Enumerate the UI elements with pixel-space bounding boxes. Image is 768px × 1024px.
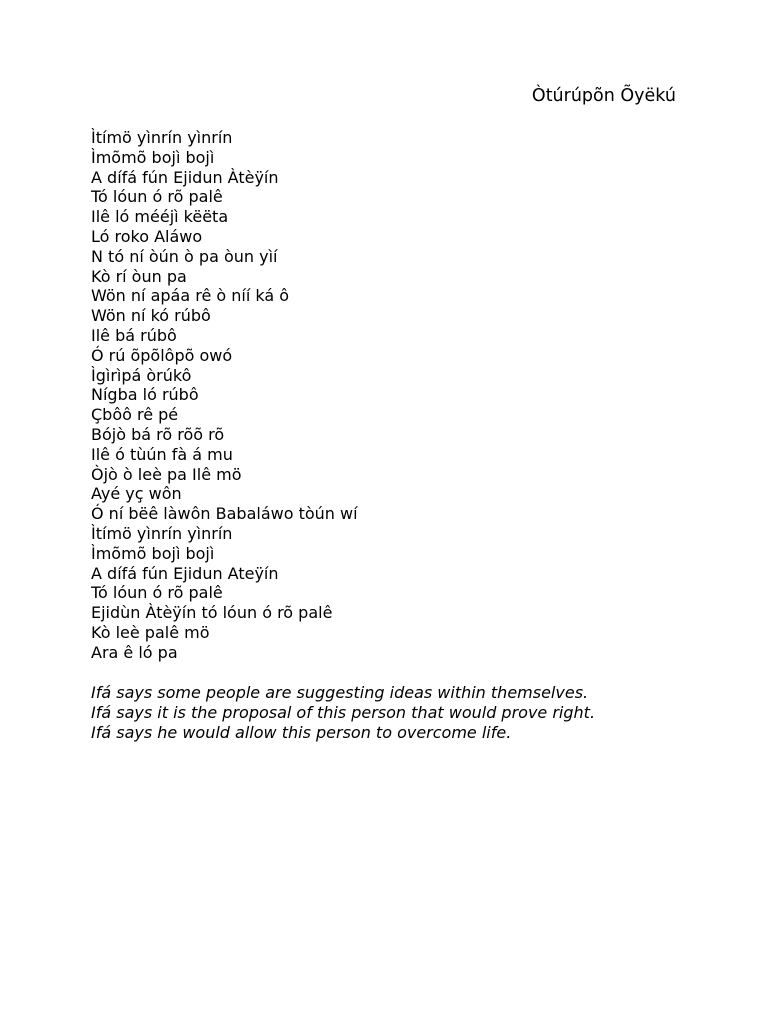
commentary-line: Ifá says he would allow this person to overcome life. <box>91 722 512 742</box>
document-title: Òtúrúpõn Õyëkú <box>531 86 676 106</box>
commentary-line: Ifá says some people are suggesting ideas within themselves. <box>91 683 589 702</box>
verse-line: Wön ní apáa rê ò níí ká ô <box>91 286 290 306</box>
verse-line: Çbôô rê pé <box>91 405 179 425</box>
verse-line: Ejidùn Àtèÿín tó lóun ó rõ palê <box>91 603 333 623</box>
verse-line: Ó rú õpõlôpõ owó <box>91 345 233 365</box>
verse-line: Ilê ó tùún fà á mu <box>91 444 233 464</box>
verse-line: Ìtímö yìnrín yìnrín <box>91 523 233 543</box>
commentary-block <box>91 683 595 742</box>
verse-line: Ayé yç wôn <box>91 484 182 504</box>
verse-block <box>91 128 358 663</box>
verse-line: Òjò ò leè pa Ilê mö <box>91 464 242 484</box>
verse-line: A dífá fún Ejidun Àtèÿín <box>91 167 279 187</box>
verse-line: Ó ní bëê làwôn Babaláwo tòún wí <box>91 504 358 524</box>
verse-line: A dífá fún Ejidun Ateÿín <box>91 563 279 583</box>
verse-line: Ìmõmõ bojì bojì <box>91 147 215 167</box>
verse-line: Kò leè palê mö <box>91 622 210 642</box>
verse-line: Nígba ló rúbô <box>91 385 199 405</box>
verse-line: Ilê ló mééjì këëta <box>91 207 229 227</box>
verse-line: Ló roko Aláwo <box>91 226 203 246</box>
verse-line: Wön ní kó rúbô <box>91 306 211 326</box>
verse-line: Ìgìrìpá òrúkô <box>91 365 192 385</box>
verse-line: Ìmõmõ bojì bojì <box>91 543 215 563</box>
verse-line: N tó ní òún ò pa òun yìí <box>91 246 278 266</box>
verse-line: Ilê bá rúbô <box>91 325 177 345</box>
verse-line: Tó lóun ó rõ palê <box>91 583 223 603</box>
commentary-line: Ifá says it is the proposal of this person that would prove right. <box>91 702 596 722</box>
verse-line: Ìtímö yìnrín yìnrín <box>91 128 233 147</box>
verse-line: Bójò bá rõ rõõ rõ <box>91 424 225 444</box>
verse-line: Ara ê ló pa <box>91 642 178 662</box>
verse-line: Kò rí òun pa <box>91 266 187 286</box>
verse-line: Tó lóun ó rõ palê <box>91 187 223 207</box>
